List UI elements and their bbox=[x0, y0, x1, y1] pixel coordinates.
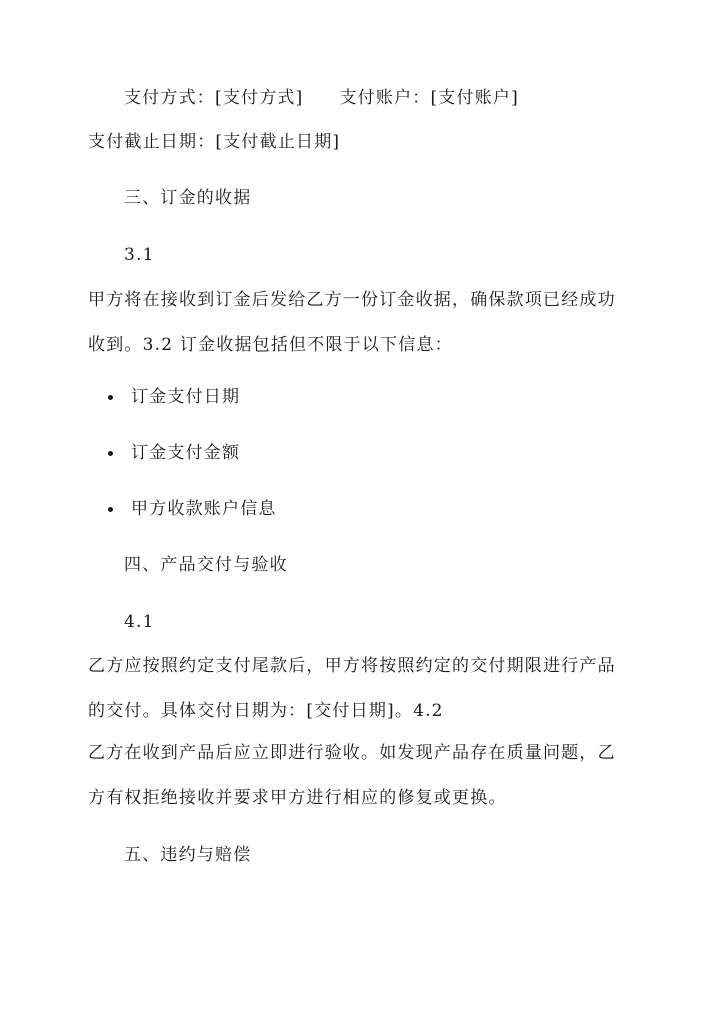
clause-4-1-line-1: 乙方应按照约定支付尾款后，甲方将按照约定的交付期限进行产品 bbox=[88, 656, 616, 676]
payment-account: 支付账户：[支付账户] bbox=[339, 88, 519, 108]
payment-info-row bbox=[124, 86, 684, 110]
bullet-item bbox=[108, 497, 668, 521]
bullet-text: 订金支付日期 bbox=[131, 387, 241, 407]
clause-4-1-number: 4.1 bbox=[124, 612, 155, 632]
clause-4-1-line-2: 的交付。具体交付日期为：[交付日期]。4.2 bbox=[88, 701, 444, 721]
payment-method: 支付方式：[支付方式] bbox=[124, 88, 304, 108]
clause-4-2-line-1: 乙方在收到产品后应立即进行验收。如发现产品存在质量问题，乙 bbox=[88, 743, 616, 763]
clause-3-1-number: 3.1 bbox=[124, 245, 155, 265]
bullet-dot-icon bbox=[108, 507, 113, 512]
section-3-heading: 三、订金的收据 bbox=[124, 188, 252, 208]
bullet-item bbox=[108, 441, 668, 465]
section-5-heading: 五、违约与赔偿 bbox=[124, 845, 252, 865]
bullet-dot-icon bbox=[108, 395, 113, 400]
clause-3-1-line-2: 收到。3.2 订金收据包括但不限于以下信息： bbox=[88, 335, 453, 355]
clause-3-1-line-1: 甲方将在接收到订金后发给乙方一份订金收据，确保款项已经成功 bbox=[88, 290, 616, 310]
bullet-text: 订金支付金额 bbox=[131, 443, 241, 463]
payment-deadline: 支付截止日期：[支付截止日期] bbox=[88, 132, 341, 152]
bullet-text: 甲方收款账户信息 bbox=[131, 499, 277, 519]
clause-4-2-line-2: 方有权拒绝接收并要求甲方进行相应的修复或更换。 bbox=[88, 788, 507, 808]
bullet-item bbox=[108, 385, 668, 409]
section-4-heading: 四、产品交付与验收 bbox=[124, 555, 288, 575]
bullet-dot-icon bbox=[108, 451, 113, 456]
